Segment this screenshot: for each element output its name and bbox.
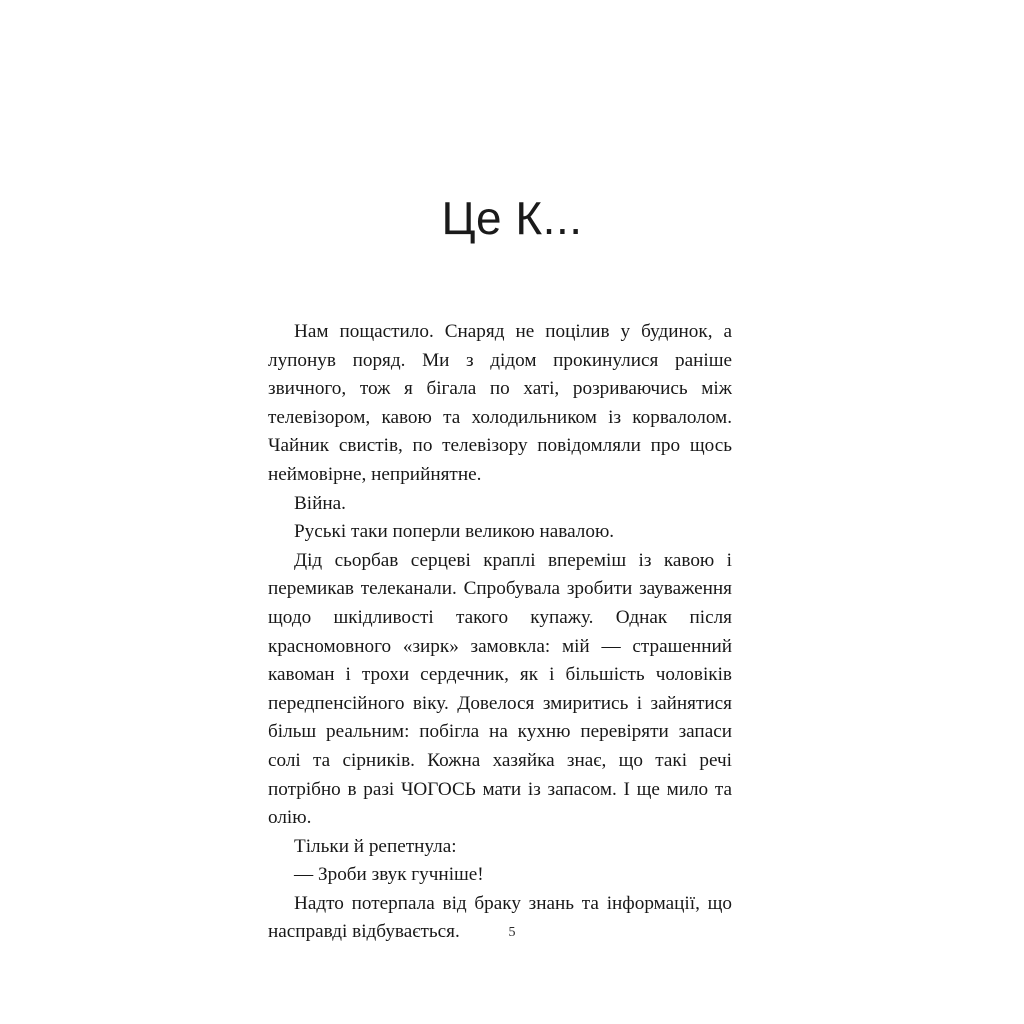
paragraph: Надто потерпала від браку знань та інформації, що насправді відбувається. (268, 892, 732, 943)
chapter-title: Це К... (441, 191, 583, 244)
page-number: 5 (508, 925, 516, 940)
paragraph: — Зроби звук гучніше! (294, 864, 484, 886)
paragraph: Нам пощастило. Снаряд не поцілив у будинок, а лупонув поряд. Ми з дідом прокинулися раніше звичного, тож я бігала по хаті, розриваючись між телевізором, кавою та холодильником із корвалолом. Чайник свистів, по телевізору повідомляли про щось неймовірне, неприйнятне. (268, 321, 732, 485)
paragraph: Руські таки поперли великою навалою. (294, 521, 615, 543)
paragraph: Війна. (294, 492, 346, 514)
paragraph: Дід сьорбав серцеві краплі впереміш із кавою і перемикав телеканали. Спробувала зробити зауваження щодо шкідливості такого купажу. Однак після красномовного «зирк» замовкла: мій — страшенний кавоман і трохи сердечник, як і більшість чоловіків передпенсійного віку. Довелося змиритись і зайнятися більш реальним: побігла на кухню перевіряти запаси солі та сірників. Кожна хазяйка знає, що такі речі потрібно в разі ЧОГОСЬ мати із запасом. І ще мило та олію. (268, 549, 732, 829)
paragraph: Тільки й репетнула: (294, 835, 457, 857)
body-text (268, 318, 732, 947)
